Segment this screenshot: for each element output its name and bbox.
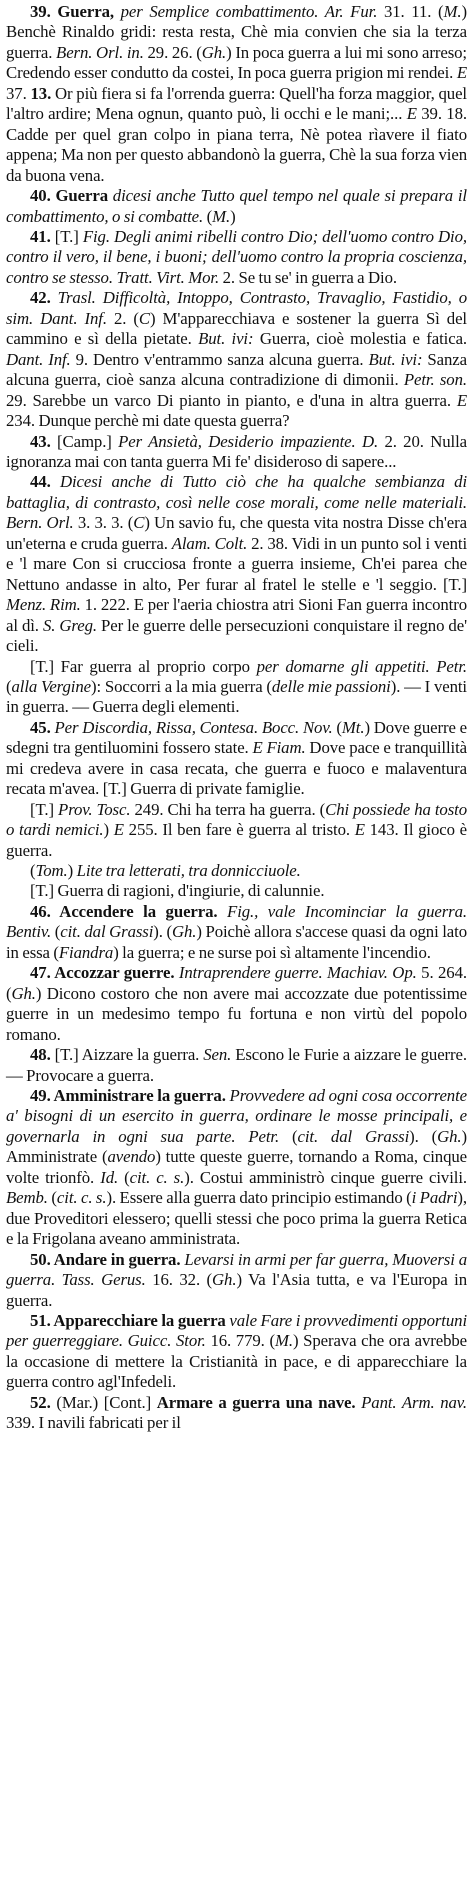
italic-text: E xyxy=(113,820,124,840)
entry-text: ( xyxy=(279,1126,298,1146)
entry-text: 45. xyxy=(30,717,51,737)
entry-40 xyxy=(6,186,467,227)
entry-text: ) Dove guerre e sdegni tra gentiluomini fossero state. xyxy=(6,717,468,758)
entry-text: ) Benchè Rinaldo gridi: resta resta, Chè mia convien che sia la terza guerra. xyxy=(6,2,467,62)
italic-text: Per Ansietà, Desiderio impaziente. D. xyxy=(118,431,379,451)
entry-text: 16. 779. ( xyxy=(205,1331,275,1351)
entry-text: ( xyxy=(30,861,36,881)
italic-text: Levarsi in armi per far guerra, Muoversi a guerra. Tass. Gerus. xyxy=(6,1249,467,1290)
italic-text: dicesi anche Tutto quel tempo nel quale si prepara il combattimento, o si combatte. xyxy=(6,186,467,226)
entry-headword: 46. Accendere la guerra. xyxy=(30,901,218,921)
italic-text: Fig. Degli animi ribelli contro Dio; dell'uomo contro Dio, contro il vero, il bene, i buoni; dell'uomo contro la propria coscienza, contro se stesso. Tratt. Virt. Mor. xyxy=(6,226,468,287)
entry-text: 52. xyxy=(30,1392,51,1412)
entry-text: [T.] Guerra di ragioni, d'ingiurie, di calunnie. xyxy=(30,881,325,901)
italic-text: Intraprendere guerre. Machiav. Op. xyxy=(174,963,417,983)
entry-text: ) xyxy=(230,206,236,226)
entry-text: [T.] xyxy=(30,799,59,819)
entry-45-subparagraph xyxy=(6,861,467,881)
italic-text: Gh. xyxy=(171,922,197,942)
entry-text: [Camp.] xyxy=(50,431,119,451)
italic-text: E xyxy=(456,390,467,410)
italic-text: Menz. Rim. xyxy=(6,595,81,615)
entry-text: 29. Sarebbe un varco Di pianto in pianto, e d'una in altra guerra. xyxy=(6,390,457,410)
entry-text: ): Soccorri a la mia guerra ( xyxy=(90,676,272,696)
entry-text: ) M'apparecchiava e sostener la guerra Sì del cammino e sì della pietate. xyxy=(6,308,467,349)
italic-text: per domarne gli appetiti. Petr. xyxy=(256,656,468,676)
italic-text: Dant. Inf. xyxy=(6,349,71,369)
entry-text: 339. I navili fabricati per il xyxy=(6,1413,181,1433)
entry-text: ) Sperava che ora avrebbe la occasione di mettere la Cristianità in pace, e di apparecchiare la guerra contro agl'Infedeli. xyxy=(6,1331,467,1392)
entry-46 xyxy=(6,902,467,963)
entry-text: 1. 222. E per l'aeria chiostra atri Sioni Fan guerra incontro al dì. xyxy=(6,595,467,635)
entry-text: ) la guerra; e ne surse poi sì altamente l'incendio. xyxy=(113,942,431,962)
italic-text: M. xyxy=(274,1331,293,1351)
italic-text: Trasl. Difficoltà, Intoppo, Contrasto, Travaglio, Fastidio, o sim. Dant. Inf. xyxy=(6,288,467,328)
entry-text: ( xyxy=(118,1167,130,1187)
italic-text: Gh. xyxy=(11,983,36,1003)
entry-headword: 51. Apparecchiare la guerra xyxy=(30,1311,226,1330)
italic-text: Fig., vale Incominciar la guerra. Bentiv. xyxy=(6,901,467,942)
entry-52 xyxy=(6,1393,467,1434)
italic-text: Dicesi anche di Tutto ciò che ha qualche sembianza di battaglia, di contrasto, così nelle cose morali, come nelle materiali. Bern. Orl. xyxy=(6,472,467,533)
italic-text: alla Vergine xyxy=(11,676,91,696)
italic-text: Provvedere ad ogni cosa occorrente a' bisogni di un esercito in guerra, ordinare le mosse principali, e governarla in ogni sua parte. Petr. xyxy=(6,1086,467,1146)
italic-text: But. ivi: xyxy=(368,349,423,369)
entry-text: ) tutte queste guerre, tornando a Roma, cinque volte trionfò. xyxy=(6,1147,467,1187)
entry-text: 2. 20. Nulla ignoranza mai con tanta guerra Mi fe' disideroso di sapere... xyxy=(6,431,467,471)
entry-text: ). — I venti in guerra. — Guerra degli elementi. xyxy=(6,676,467,717)
entry-47 xyxy=(6,963,467,1045)
entry-text: ) Dicono costoro che non avere mai accozzate due potentissime guerre in un medesimo tempo fu fortuna e non virtù del popolo romano. xyxy=(6,983,467,1044)
entry-45-subparagraph xyxy=(6,800,467,861)
entry-51 xyxy=(6,1311,467,1393)
italic-text: S. Greg. xyxy=(42,615,97,635)
italic-text: Pant. Arm. nav. xyxy=(361,1392,467,1412)
entry-text: 5. 264. ( xyxy=(6,963,467,1003)
entry-text: 42. xyxy=(30,288,51,308)
italic-text: E xyxy=(354,820,365,840)
entry-headword: 40. Guerra xyxy=(30,186,108,206)
entry-39 xyxy=(6,2,467,186)
italic-text: Gh. xyxy=(201,42,227,62)
entry-43 xyxy=(6,432,467,473)
italic-text: C xyxy=(138,308,151,328)
entry-text: Dove pace e tranquillità mi credeva avere in casa recata, che guerra e fuoco e malaventura recata m'avea. [T.] Guerra di private famiglie. xyxy=(6,738,468,799)
entry-text: Escono le Furie a aizzare le guerre. — Provocare a guerra. xyxy=(6,1045,467,1085)
entry-text: ) xyxy=(103,820,114,840)
italic-text: E Fiam. xyxy=(252,738,306,758)
italic-text: cit. c. s. xyxy=(129,1167,185,1187)
italic-text: C xyxy=(133,513,145,533)
entry-44-subparagraph xyxy=(6,657,467,718)
entry-text: ( xyxy=(6,676,12,696)
italic-text: Mt. xyxy=(341,717,365,737)
entry-50 xyxy=(6,1250,467,1311)
entry-text: [T.] xyxy=(50,226,83,246)
entry-text: ). ( xyxy=(153,922,172,942)
italic-text: delle mie passioni xyxy=(271,676,391,696)
entry-text: ) Amministrate ( xyxy=(6,1126,468,1167)
entry-text: ) In poca guerra a lui mi sono arreso; Credendo esser condutto da costei, In poca guerra prigion mi rendei. xyxy=(6,42,467,83)
entry-text: 41. xyxy=(30,226,51,246)
entry-text: 13. xyxy=(30,83,52,103)
entry-text: 44. xyxy=(30,472,51,492)
italic-text: Bemb. xyxy=(6,1188,48,1208)
entry-headword: Armare a guerra una nave. xyxy=(156,1392,356,1412)
italic-text: cit. dal Grassi xyxy=(297,1126,410,1146)
italic-text: Lite tra letterati, tra donnicciuole. xyxy=(76,861,301,881)
italic-text: Gh. xyxy=(212,1270,237,1290)
italic-text: Id. xyxy=(100,1167,119,1187)
entry-text: 234. Dunque perchè mi date questa guerra? xyxy=(6,411,290,431)
entry-text: (Mar.) [Cont.] xyxy=(50,1392,157,1412)
entry-text: ). Essere alla guerra dato principio estimando ( xyxy=(106,1188,412,1208)
entry-text: 2. 38. Vidi in un punto sol i venti e 'l mare Con si crucciosa fronte a guerra insieme, Ch'ei parea che Nettuno andasse in alto, Per furar al fratel le stelle e 'l seggio. [T.] xyxy=(6,533,468,594)
entry-48 xyxy=(6,1045,467,1086)
italic-text: Per Discordia, Rissa, Contesa. Bocc. Nov. xyxy=(50,717,333,737)
italic-text: M. xyxy=(212,206,231,226)
entry-text: 2. ( xyxy=(106,308,139,328)
entry-text: 31. 11. ( xyxy=(377,2,444,21)
italic-text: E xyxy=(456,63,467,83)
entry-text: ( xyxy=(332,717,342,737)
entry-text: ), due Proveditori elessero; quelli stessi che poco prima la guerra Retica e la Frigolana aveano amministrata. xyxy=(6,1188,467,1249)
entry-text: 39. 18. Cadde per quel gran colpo in piana terra, Nè potea rìavere il fiato appena; Ma non per questo abbandonò la guerra, Chè la sua forza vien da buona vena. xyxy=(6,104,467,185)
entry-text: 48. xyxy=(30,1045,51,1065)
italic-text: M. xyxy=(443,2,462,21)
entry-text: 16. 32. ( xyxy=(145,1270,213,1290)
entry-text: [T.] Far guerra al proprio corpo xyxy=(30,656,257,676)
entry-text: 143. Il gioco è guerra. xyxy=(6,820,467,860)
entry-text: Or più fiera si fa l'orrenda guerra: Quell'ha forza maggior, quel l'altro ardire; Mena ognun, quanto può, li occhi e le mani;... xyxy=(6,83,467,124)
italic-text: But. ivi: xyxy=(198,329,254,349)
italic-text: Fiandra xyxy=(58,942,114,962)
entry-44 xyxy=(6,472,467,656)
italic-text: Chi possiede ha tosto o tardi nemici. xyxy=(6,799,467,840)
entry-headword: 50. Andare in guerra. xyxy=(30,1249,181,1269)
entry-text: 249. Chi ha terra ha guerra. ( xyxy=(130,799,326,819)
entry-text: ( xyxy=(51,922,61,942)
entry-41 xyxy=(6,227,467,288)
entry-text: 29. 26. ( xyxy=(143,42,202,62)
entry-text: ) xyxy=(67,861,77,881)
entry-text: 9. Dentro v'entrammo sanza alcuna guerra. xyxy=(70,349,369,369)
italic-text: Gh. xyxy=(437,1126,462,1146)
entry-45-subparagraph xyxy=(6,881,467,901)
entry-text: Per le guerre delle persecuzioni conquistare il regno de' cieli. xyxy=(6,615,467,656)
entry-text: ( xyxy=(47,1188,57,1208)
entry-headword: 39. Guerra, xyxy=(30,2,114,21)
entry-49 xyxy=(6,1086,467,1250)
entry-text: Guerra, cioè molestia e fatica. xyxy=(253,329,468,349)
entry-42 xyxy=(6,288,467,431)
entry-text: ). ( xyxy=(409,1126,438,1146)
italic-text: cit. dal Grassi xyxy=(60,922,154,942)
italic-text: vale Fare i provvedimenti opportuni per guerreggiare. Guicc. Stor. xyxy=(6,1311,468,1351)
entry-headword: 47. Accozzar guerre. xyxy=(30,963,175,983)
italic-text: Alam. Colt. xyxy=(171,533,248,553)
entry-text: ) Va l'Asia tutta, e va l'Europa in guerra. xyxy=(6,1270,467,1310)
entry-text: 3. 3. 3. ( xyxy=(73,513,134,533)
entry-headword: 49. Amministrare la guerra. xyxy=(30,1086,226,1106)
entry-text: ). Costui amministrò cinque guerre civili. xyxy=(184,1167,468,1187)
italic-text: per Semplice combattimento. Ar. Fur. xyxy=(113,2,378,21)
italic-text: avendo xyxy=(107,1147,156,1167)
italic-text: E xyxy=(406,104,417,124)
entry-text: Sanza alcuna guerra, cioè sanza alcuna contradizione di dimonii. xyxy=(6,349,467,390)
italic-text: Bern. Orl. in. xyxy=(56,42,144,62)
italic-text: i Padri xyxy=(411,1188,458,1208)
italic-text: Prov. Tosc. xyxy=(58,799,131,819)
entry-text: 255. Il ben fare è guerra al tristo. xyxy=(123,820,355,840)
entry-text: ) Poichè allora s'accese quasi da ogni lato in essa ( xyxy=(6,922,467,962)
entry-text: 37. xyxy=(6,83,31,103)
entry-text: [T.] Aizzare la guerra. xyxy=(50,1045,204,1065)
entry-text: ( xyxy=(203,206,213,226)
entry-text: 43. xyxy=(30,431,51,451)
italic-text: Petr. son. xyxy=(403,370,467,390)
italic-text: cit. c. s. xyxy=(56,1188,107,1208)
entry-45 xyxy=(6,718,467,800)
entry-text: ) Un savio fu, che questa vita nostra Disse ch'era un'eterna e cruda guerra. xyxy=(6,513,467,553)
italic-text: Sen. xyxy=(203,1045,232,1065)
italic-text: Tom. xyxy=(35,861,68,881)
entry-text: 2. Se tu se' in guerra a Dio. xyxy=(219,267,397,287)
